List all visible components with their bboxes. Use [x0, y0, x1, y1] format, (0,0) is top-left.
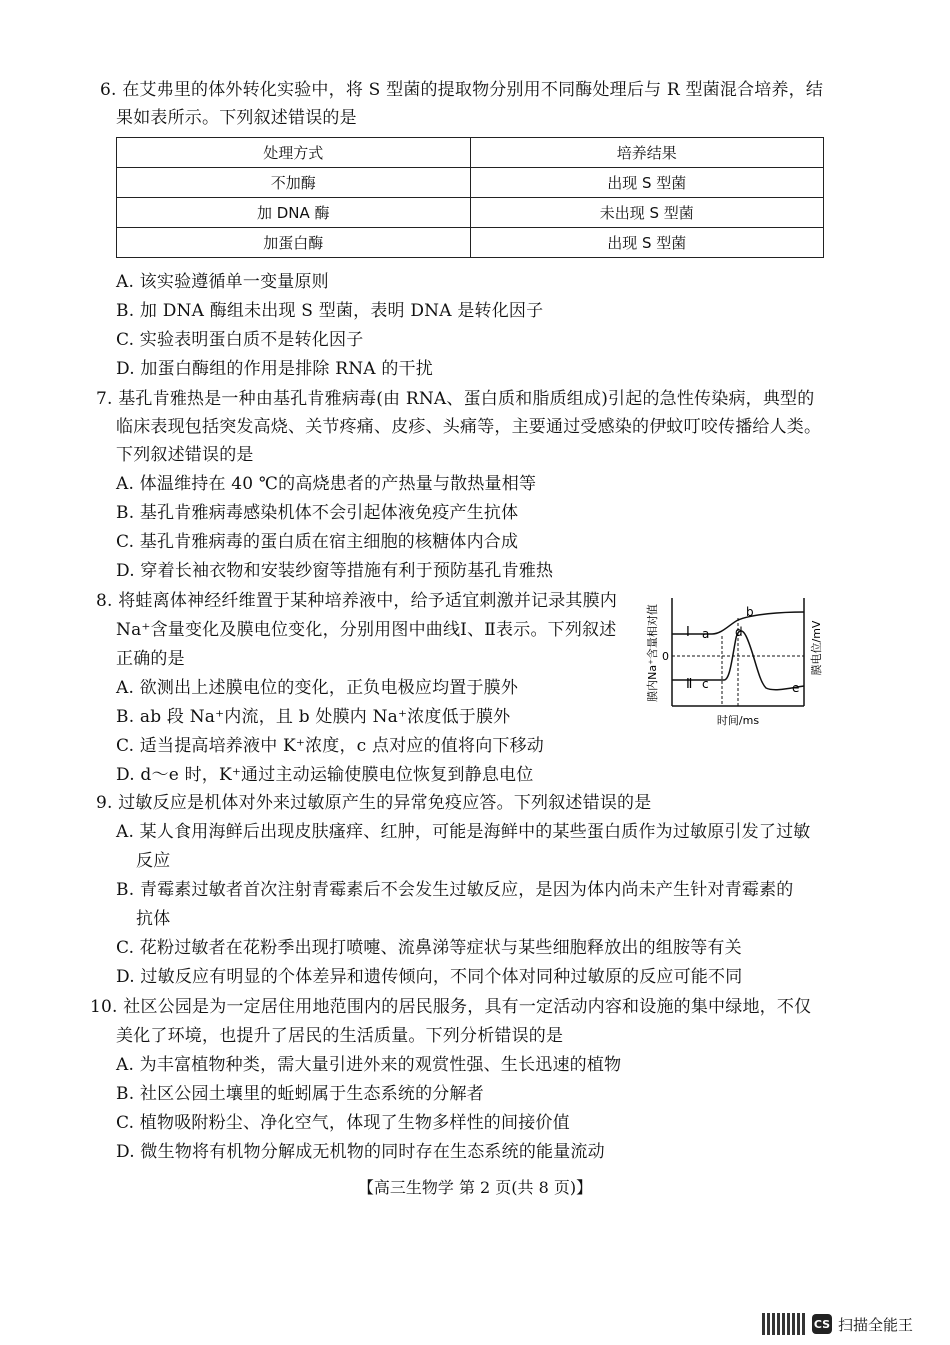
- q8-membrane-figure: [642, 588, 832, 738]
- q7-option-c: C. 基孔肯雅病毒的蛋白质在宿主细胞的核糖体内合成: [116, 532, 519, 552]
- q10-stem-line2: 美化了环境，也提升了居民的生活质量。下列分析错误的是: [116, 1026, 564, 1046]
- q8-option-a: A. 欲测出上述膜电位的变化，正负电极应均置于膜外: [116, 678, 519, 698]
- figure-curve1-label: Ⅰ: [686, 625, 690, 640]
- table-row: [117, 168, 824, 198]
- figure-zero-label: 0: [662, 650, 669, 663]
- q6-option-b: B. 加 DNA 酶组未出现 S 型菌，表明 DNA 是转化因子: [116, 301, 544, 321]
- q7-stem-line3: 下列叙述错误的是: [116, 445, 254, 465]
- table-header-cell: 处理方式: [117, 138, 471, 168]
- table-row: [117, 198, 824, 228]
- table-cell: 出现 S 型菌: [470, 168, 824, 198]
- figure-point-d: d: [735, 625, 743, 639]
- table-header-row: [117, 138, 824, 168]
- q6-stem-line1: 6. 在艾弗里的体外转化实验中，将 S 型菌的提取物分别用不同酶处理后与 R 型菌混合培养，结: [100, 80, 824, 100]
- table-header-cell: 培养结果: [470, 138, 824, 168]
- q7-option-b: B. 基孔肯雅病毒感染机体不会引起体液免疫产生抗体: [116, 503, 519, 523]
- scanner-brand-text: 扫描全能王: [838, 1315, 914, 1334]
- q8-option-c: C. 适当提高培养液中 K⁺浓度，c 点对应的值将向下移动: [116, 736, 545, 756]
- cs-logo-icon: CS: [812, 1314, 832, 1334]
- figure-point-c: c: [702, 677, 709, 691]
- q7-stem-line2: 临床表现包括突发高烧、关节疼痛、皮疹、头痛等，主要通过受感染的伊蚊叮咬传播给人类。: [116, 417, 822, 437]
- table-cell: 未出现 S 型菌: [470, 198, 824, 228]
- page-footer: 【高三生物学 第 2 页(共 8 页)】: [357, 1178, 593, 1197]
- scanner-watermark: [762, 1313, 913, 1335]
- table-cell: 不加酶: [117, 168, 471, 198]
- figure-xlabel: 时间/ms: [716, 714, 760, 727]
- q10-option-c: C. 植物吸附粉尘、净化空气，体现了生物多样性的间接价值: [116, 1113, 570, 1133]
- q10-stem-line1: 10. 社区公园是为一定居住用地范围内的居民服务，具有一定活动内容和设施的集中绿地，不仅: [90, 997, 812, 1017]
- q6-result-table: [116, 137, 824, 258]
- table-cell: 出现 S 型菌: [470, 228, 824, 258]
- q9-option-c: C. 花粉过敏者在花粉季出现打喷嚏、流鼻涕等症状与某些细胞释放出的组胺等有关: [116, 938, 742, 958]
- figure-ylabel-left: 膜内Na⁺含量相对值: [646, 604, 659, 702]
- figure-ylabel-right: 膜电位/mV: [810, 620, 823, 676]
- q9-stem: 9. 过敏反应是机体对外来过敏原产生的异常免疫应答。下列叙述错误的是: [96, 793, 652, 813]
- q7-option-a: A. 体温维持在 40 ℃的高烧患者的产热量与散热量相等: [116, 474, 537, 494]
- q9-option-d: D. 过敏反应有明显的个体差异和遗传倾向，不同个体对同种过敏原的反应可能不同: [116, 967, 743, 987]
- table-row: [117, 228, 824, 258]
- q7-option-d: D. 穿着长袖衣物和安装纱窗等措施有利于预防基孔肯雅热: [116, 561, 554, 581]
- figure-point-a: a: [702, 627, 710, 641]
- figure-curve2-label: Ⅱ: [686, 677, 693, 692]
- q10-option-b: B. 社区公园土壤里的蚯蚓属于生态系统的分解者: [116, 1084, 484, 1104]
- q8-stem-line3: 正确的是: [116, 649, 185, 669]
- qr-code-icon: [762, 1313, 806, 1335]
- q6-option-a: A. 该实验遵循单一变量原则: [116, 272, 329, 292]
- q8-stem-line2: Na⁺含量变化及膜电位变化，分别用图中曲线Ⅰ、Ⅱ表示。下列叙述: [116, 620, 617, 640]
- q9-option-a-line2: 反应: [136, 851, 171, 871]
- table-cell: 加 DNA 酶: [117, 198, 471, 228]
- q10-option-d: D. 微生物将有机物分解成无机物的同时存在生态系统的能量流动: [116, 1142, 605, 1162]
- figure-point-e: e: [792, 681, 800, 695]
- q9-option-b-line1: B. 青霉素过敏者首次注射青霉素后不会发生过敏反应，是因为体内尚未产生针对青霉素的: [116, 880, 794, 900]
- q6-stem-line2: 果如表所示。下列叙述错误的是: [116, 108, 357, 128]
- q7-stem-line1: 7. 基孔肯雅热是一种由基孔肯雅病毒(由 RNA、蛋白质和脂质组成)引起的急性传染病，典型的: [96, 389, 815, 409]
- q6-option-c: C. 实验表明蛋白质不是转化因子: [116, 330, 364, 350]
- table-cell: 加蛋白酶: [117, 228, 471, 258]
- q8-option-d: D. d～e 时，K⁺通过主动运输使膜电位恢复到静息电位: [116, 765, 534, 785]
- q8-stem-line1: 8. 将蛙离体神经纤维置于某种培养液中，给予适宜刺激并记录其膜内: [96, 591, 618, 611]
- figure-point-b: b: [746, 605, 754, 619]
- q6-option-d: D. 加蛋白酶组的作用是排除 RNA 的干扰: [116, 359, 433, 379]
- q9-option-b-line2: 抗体: [136, 909, 171, 929]
- q10-option-a: A. 为丰富植物种类，需大量引进外来的观赏性强、生长迅速的植物: [116, 1055, 622, 1075]
- q8-option-b: B. ab 段 Na⁺内流，且 b 处膜内 Na⁺浓度低于膜外: [116, 707, 511, 727]
- q9-option-a-line1: A. 某人食用海鲜后出现皮肤瘙痒、红肿，可能是海鲜中的某些蛋白质作为过敏原引发了过敏: [116, 822, 811, 842]
